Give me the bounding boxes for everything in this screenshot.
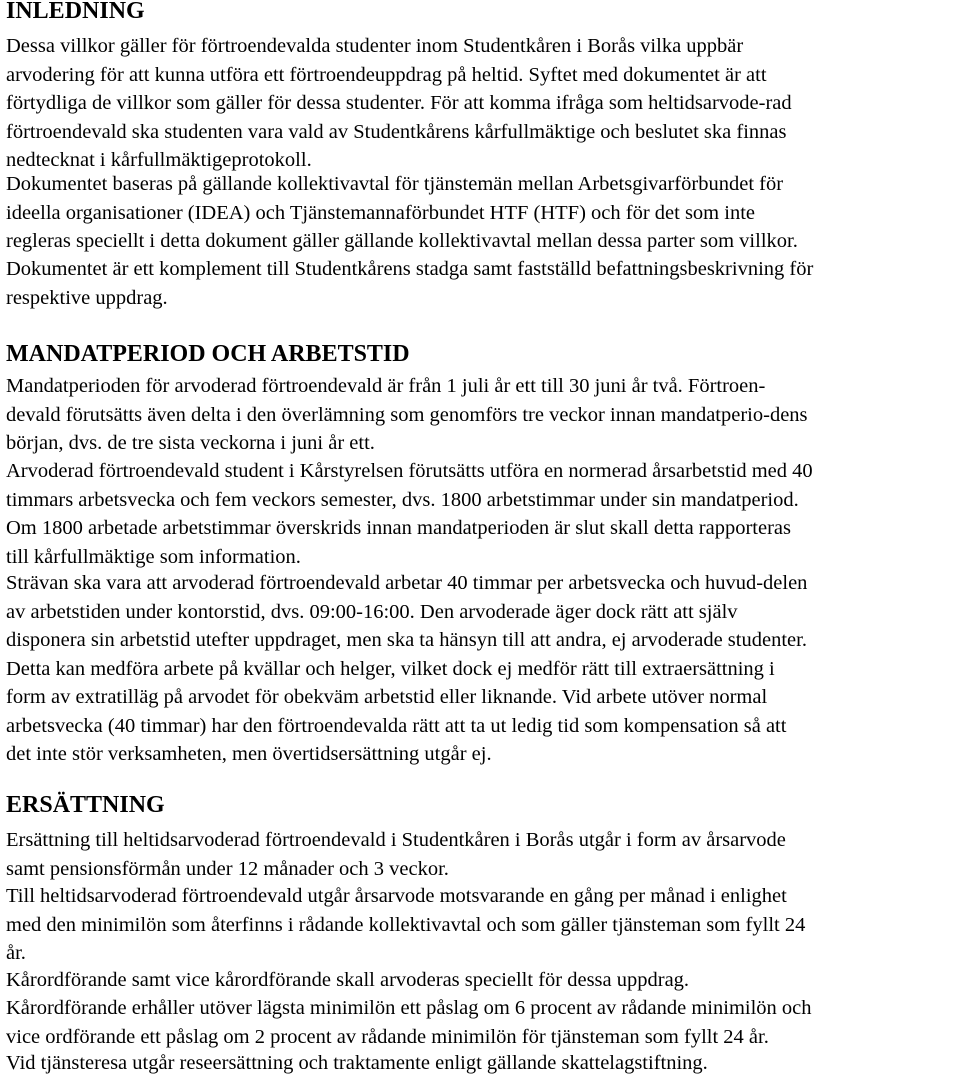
- text-line: förtydliga de villkor som gäller för dessa studenter. För att komma ifråga som heltidsarvode-rad: [6, 92, 792, 114]
- paragraph-compensation-form: [6, 826, 958, 883]
- text-line: år.: [6, 942, 26, 964]
- text-line: till kårfullmäktige som information.: [6, 545, 301, 568]
- paragraph-mandate-period: [6, 372, 958, 458]
- text-line: Till heltidsarvoderad förtroendevald utgår årsarvode motsvarande en gång per månad i enlighet: [6, 885, 787, 907]
- paragraph-intro-purpose: [6, 32, 958, 175]
- text-line: form av extratilläg på arvodet för obekväm arbetstid eller liknande. Vid arbete utöver normal: [6, 686, 768, 708]
- text-line: devald förutsätts även delta i den överlämning som genomförs tre veckor innan mandatperio-dens: [6, 403, 808, 426]
- paragraph-working-time: [6, 457, 958, 514]
- text-line: av arbetstiden under kontorstid, dvs. 09:00-16:00. Den arvoderade äger dock rätt att själv: [6, 600, 738, 623]
- text-line: regleras speciellt i detta dokument gäller gällande kollektivavtal mellan dessa parter som villkor.: [6, 230, 798, 252]
- text-line: nedtecknat i kårfullmäktigeprotokoll.: [6, 149, 312, 171]
- section-heading-mandatperiod: MANDATPERIOD OCH ARBETSTID: [6, 341, 410, 367]
- text-line: timmars arbetsvecka och fem veckors semester, dvs. 1800 arbetstimmar under sin mandatperiod.: [6, 488, 799, 511]
- text-line: arvodering för att kunna utföra ett förtroendeuppdrag på heltid. Syftet med dokumentet är att: [6, 63, 767, 86]
- text-line: ideella organisationer (IDEA) och Tjänstemannaförbundet HTF (HTF) och för det som inte: [6, 201, 755, 224]
- paragraph-chair-supplement: [6, 994, 958, 1051]
- text-line: Ersättning till heltidsarvoderad förtroendevald i Studentkåren i Borås utgår i form av årsarvode: [6, 829, 786, 851]
- text-line: Dokumentet är ett komplement till Studentkårens stadga samt fastställd befattningsbeskrivning för: [6, 258, 814, 280]
- paragraph-travel-allowance: [6, 1049, 958, 1078]
- paragraph-annual-fee: [6, 882, 958, 968]
- paragraph-intro-complement: [6, 255, 958, 312]
- text-line: Vid tjänsteresa utgår reseersättning och traktamente enligt gällande skattelagstiftning.: [6, 1052, 708, 1074]
- text-line: Kårordförande samt vice kårordförande skall arvoderas speciellt för dessa uppdrag.: [6, 969, 690, 991]
- text-line: Arvoderad förtroendevald student i Kårstyrelsen förutsätts utföra en normerad årsarbetstid med 40: [6, 460, 813, 482]
- text-line: respektive uppdrag.: [6, 286, 168, 309]
- paragraph-office-hours: [6, 569, 958, 769]
- text-line: Strävan ska vara att arvoderad förtroendevald arbetar 40 timmar per arbetsvecka och huvud-delen: [6, 572, 808, 594]
- text-line: Dessa villkor gäller för förtroendevalda studenter inom Studentkåren i Borås vilka uppbär: [6, 35, 744, 57]
- text-line: Om 1800 arbetade arbetstimmar överskrids innan mandatperioden är slut skall detta rapporteras: [6, 517, 792, 539]
- section-heading-ersattning: ERSÄTTNING: [6, 792, 165, 818]
- text-line: samt pensionsförmån under 12 månader och 3 veckor.: [6, 857, 449, 880]
- text-line: vice ordförande ett påslag om 2 procent av rådande minimilön för tjänsteman som fyllt 24 år.: [6, 1025, 769, 1048]
- text-line: Detta kan medföra arbete på kvällar och helger, vilket dock ej medför rätt till extraersättning i: [6, 657, 775, 680]
- text-line: Mandatperioden för arvoderad förtroendevald är från 1 juli år ett till 30 juni år två. Förtroen-: [6, 375, 766, 397]
- text-line: Kårordförande erhåller utöver lägsta minimilön ett påslag om 6 procent av rådande minimilön och: [6, 997, 812, 1019]
- text-line: med den minimilön som återfinns i rådande kollektivavtal och som gäller tjänsteman som fyllt 24: [6, 913, 806, 936]
- text-line: disponera sin arbetstid utefter uppdraget, men ska ta hänsyn till att andra, ej arvoderade studenter.: [6, 629, 807, 651]
- text-line: det inte stör verksamheten, men övertidsersättning utgår ej.: [6, 743, 492, 765]
- section-heading-inledning: INLEDNING: [6, 0, 145, 24]
- paragraph-chair-compensation: [6, 966, 958, 995]
- text-line: förtroendevald ska studenten vara vald av Studentkårens kårfullmäktige och beslutet ska finnas: [6, 120, 787, 143]
- paragraph-hours-exceeded: [6, 514, 958, 571]
- paragraph-intro-collective-agreement: [6, 170, 958, 256]
- text-line: början, dvs. de tre sista veckorna i juni år ett.: [6, 432, 375, 454]
- text-line: arbetsvecka (40 timmar) har den förtroendevalda rätt att ta ut ledig tid som kompensation så att: [6, 714, 787, 737]
- text-line: Dokumentet baseras på gällande kollektivavtal för tjänstemän mellan Arbetsgivarförbundet för: [6, 173, 784, 195]
